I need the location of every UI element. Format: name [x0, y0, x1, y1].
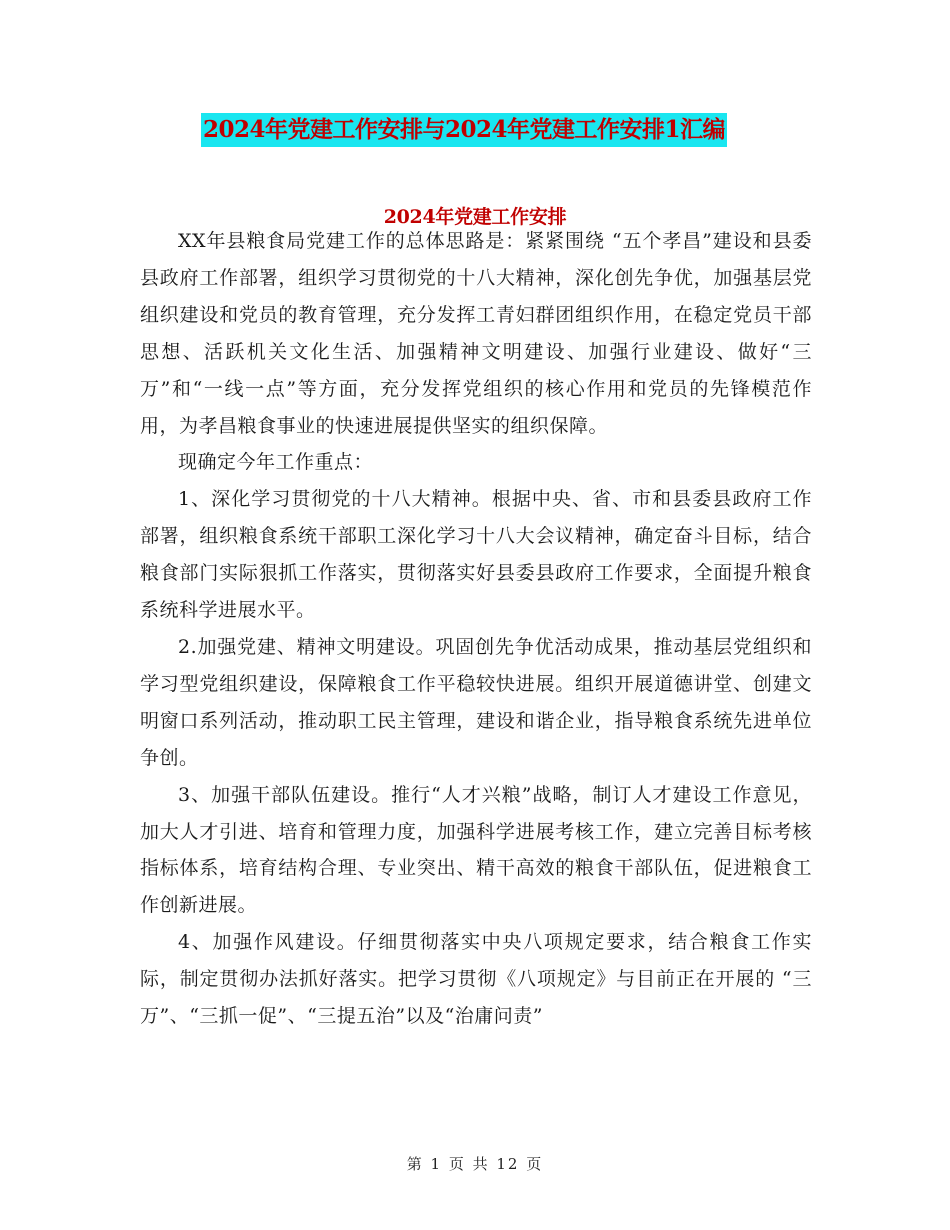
section-title: 2024年党建工作安排: [383, 206, 567, 228]
document-body: [140, 223, 812, 1035]
paragraph: 1、深化学习贯彻党的十八大精神。根据中央、省、市和县委县政府工作部署，组织粮食系统干部职工深化学习十八大会议精神，确定奋斗目标，结合粮食部门实际狠抓工作落实，贯彻落实好县委县政府工作要求，全面提升粮食系统科学进展水平。: [140, 488, 812, 622]
page-number-footer: 第 1 页 共 12 页: [406, 1155, 544, 1173]
paragraph: 3、加强干部队伍建设。推行“人才兴粮”战略，制订人才建设工作意见，加大人才引进、培育和管理力度，加强科学进展考核工作，建立完善目标考核指标体系，培育结构合理、专业突出、精干高效的粮食干部队伍，促进粮食工作创新进展。: [140, 783, 812, 917]
document-title: 2024年党建工作安排与2024年党建工作安排1汇编: [201, 113, 727, 147]
paragraph: 2.加强党建、精神文明建设。巩固创先争优活动成果，推动基层党组织和学习型党组织建设，保障粮食工作平稳较快进展。组织开展道德讲堂、创建文明窗口系列活动，推动职工民主管理，建设和谐企业，指导粮食系统先进单位争创。: [140, 635, 812, 769]
paragraph: 4、加强作风建设。仔细贯彻落实中央八项规定要求，结合粮食工作实际，制定贯彻办法抓好落实。把学习贯彻《八项规定》与目前正在开展的 “三万”、“三抓一促”、“三提五治”以及“治庸问责”: [140, 931, 812, 1028]
paragraph: 现确定今年工作重点：: [178, 451, 374, 474]
paragraph: XX年县粮食局党建工作的总体思路是：紧紧围绕 “五个孝昌”建设和县委县政府工作部署，组织学习贯彻党的十八大精神，深化创先争优，加强基层党组织建设和党员的教育管理，充分发挥工青妇群团组织作用，在稳定党员干部思想、活跃机关文化生活、加强精神文明建设、加强行业建设、做好“三万”和“一线一点”等方面，充分发挥党组织的核心作用和党员的先锋模范作用，为孝昌粮食事业的快速进展提供坚实的组织保障。: [140, 230, 812, 437]
